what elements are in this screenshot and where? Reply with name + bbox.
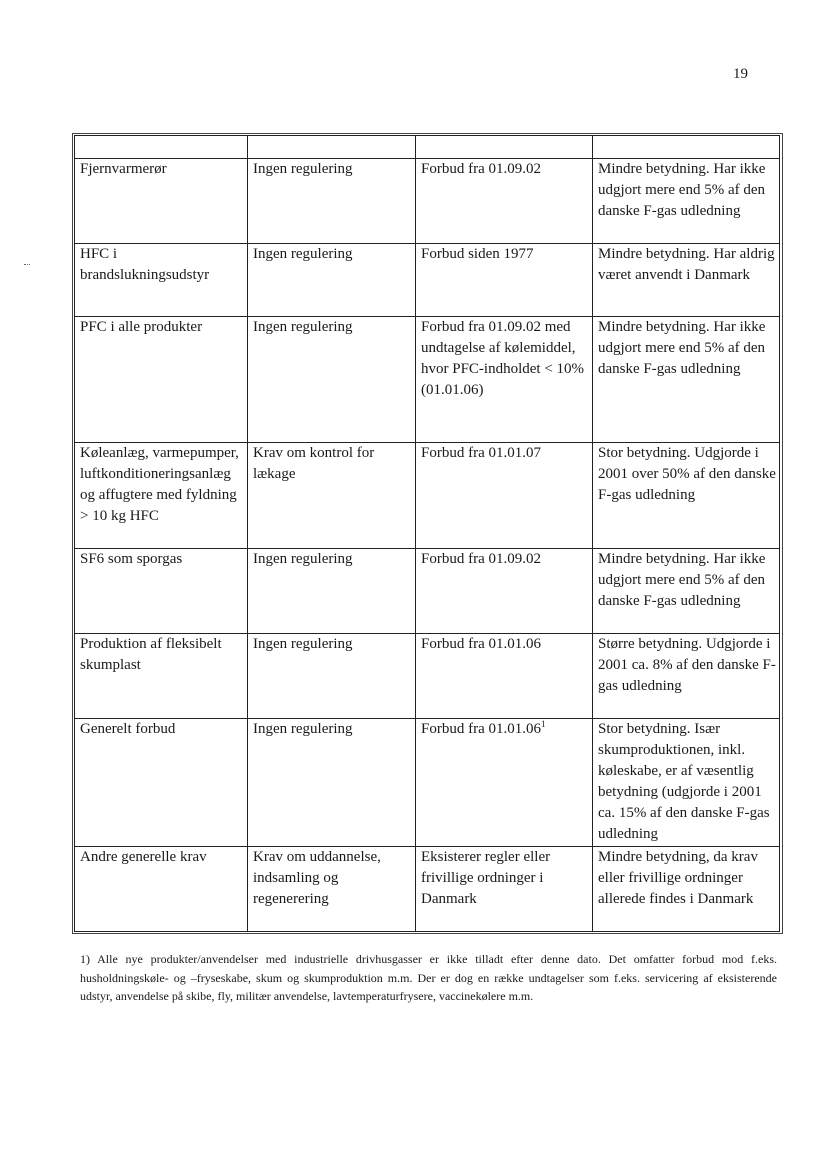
product-cell: HFC i brandslukningsudstyr xyxy=(75,244,248,317)
table-row xyxy=(75,847,780,932)
ban-text: Eksisterer regler eller frivillige ordninger i Danmark xyxy=(421,849,551,907)
product-cell: Fjernvarmerør xyxy=(75,159,248,244)
scan-artifact xyxy=(24,264,30,268)
ban-cell xyxy=(416,244,593,317)
footnote-marker: 1 xyxy=(541,719,546,729)
ban-text: Forbud fra 01.09.02 xyxy=(421,161,541,177)
regulation-table xyxy=(74,135,780,932)
product-cell: Generelt forbud xyxy=(75,719,248,847)
product-cell: Andre generelle krav xyxy=(75,847,248,932)
ban-cell xyxy=(416,719,593,847)
header-cell xyxy=(593,136,780,159)
ban-text: Forbud fra 01.01.06 xyxy=(421,721,541,737)
table-row xyxy=(75,634,780,719)
ban-text: Forbud fra 01.09.02 xyxy=(421,551,541,567)
significance-cell: Mindre betydning. Har aldrig været anvendt i Danmark xyxy=(593,244,780,317)
header-cell xyxy=(248,136,416,159)
regulation-cell: Krav om uddannelse, indsamling og regenerering xyxy=(248,847,416,932)
table-row xyxy=(75,317,780,443)
significance-cell: Mindre betydning. Har ikke udgjort mere end 5% af den danske F-gas udledning xyxy=(593,549,780,634)
significance-cell: Stor betydning. Især skumproduktionen, inkl. køleskabe, er af væsentlig betydning (udgjorde i 2001 ca. 15% af den danske F-gas udledning xyxy=(593,719,780,847)
header-cell xyxy=(75,136,248,159)
significance-cell: Mindre betydning, da krav eller frivillige ordninger allerede findes i Danmark xyxy=(593,847,780,932)
significance-cell: Større betydning. Udgjorde i 2001 ca. 8% af den danske F-gas udledning xyxy=(593,634,780,719)
page-number: 19 xyxy=(733,66,748,82)
ban-text: Forbud siden 1977 xyxy=(421,246,534,262)
regulation-cell: Ingen regulering xyxy=(248,244,416,317)
significance-cell: Mindre betydning. Har ikke udgjort mere end 5% af den danske F-gas udledning xyxy=(593,317,780,443)
table-row xyxy=(75,443,780,549)
regulation-cell: Ingen regulering xyxy=(248,719,416,847)
footnote: 1) Alle nye produkter/anvendelser med industrielle drivhusgasser er ikke tilladt efter denne dato. Det omfatter forbud mod f.eks. husholdningskøle- og –fryseskabe, skum og skumproduktion m.m. Der er dog en række undtagelser som f.eks. servicering af eksisterende udstyr, anvendelse på skibe, fly, militær anvendelse, lavtemperaturfrysere, vaccinekølere m.m. xyxy=(80,952,777,1003)
table-row xyxy=(75,719,780,847)
regulation-cell: Ingen regulering xyxy=(248,634,416,719)
product-cell: Produktion af fleksibelt skumplast xyxy=(75,634,248,719)
regulation-cell: Krav om kontrol for lækage xyxy=(248,443,416,549)
ban-cell xyxy=(416,443,593,549)
ban-cell xyxy=(416,317,593,443)
table-row xyxy=(75,549,780,634)
header-cell xyxy=(416,136,593,159)
table-header-row xyxy=(75,136,780,159)
regulation-cell: Ingen regulering xyxy=(248,317,416,443)
product-cell: SF6 som sporgas xyxy=(75,549,248,634)
product-cell: Køleanlæg, varmepumper, luftkonditioneringsanlæg og affugtere med fyldning > 10 kg HFC xyxy=(75,443,248,549)
table-row xyxy=(75,159,780,244)
significance-cell: Stor betydning. Udgjorde i 2001 over 50% af den danske F-gas udledning xyxy=(593,443,780,549)
regulation-cell: Ingen regulering xyxy=(248,159,416,244)
significance-cell: Mindre betydning. Har ikke udgjort mere end 5% af den danske F-gas udledning xyxy=(593,159,780,244)
ban-cell xyxy=(416,847,593,932)
ban-cell xyxy=(416,634,593,719)
table-row xyxy=(75,244,780,317)
ban-cell xyxy=(416,549,593,634)
product-cell: PFC i alle produkter xyxy=(75,317,248,443)
ban-text: Forbud fra 01.01.07 xyxy=(421,445,541,461)
ban-text: Forbud fra 01.01.06 xyxy=(421,636,541,652)
ban-text: Forbud fra 01.09.02 med undtagelse af kølemiddel, hvor PFC-indholdet < 10% (01.01.06) xyxy=(421,319,585,398)
regulation-cell: Ingen regulering xyxy=(248,549,416,634)
ban-cell xyxy=(416,159,593,244)
